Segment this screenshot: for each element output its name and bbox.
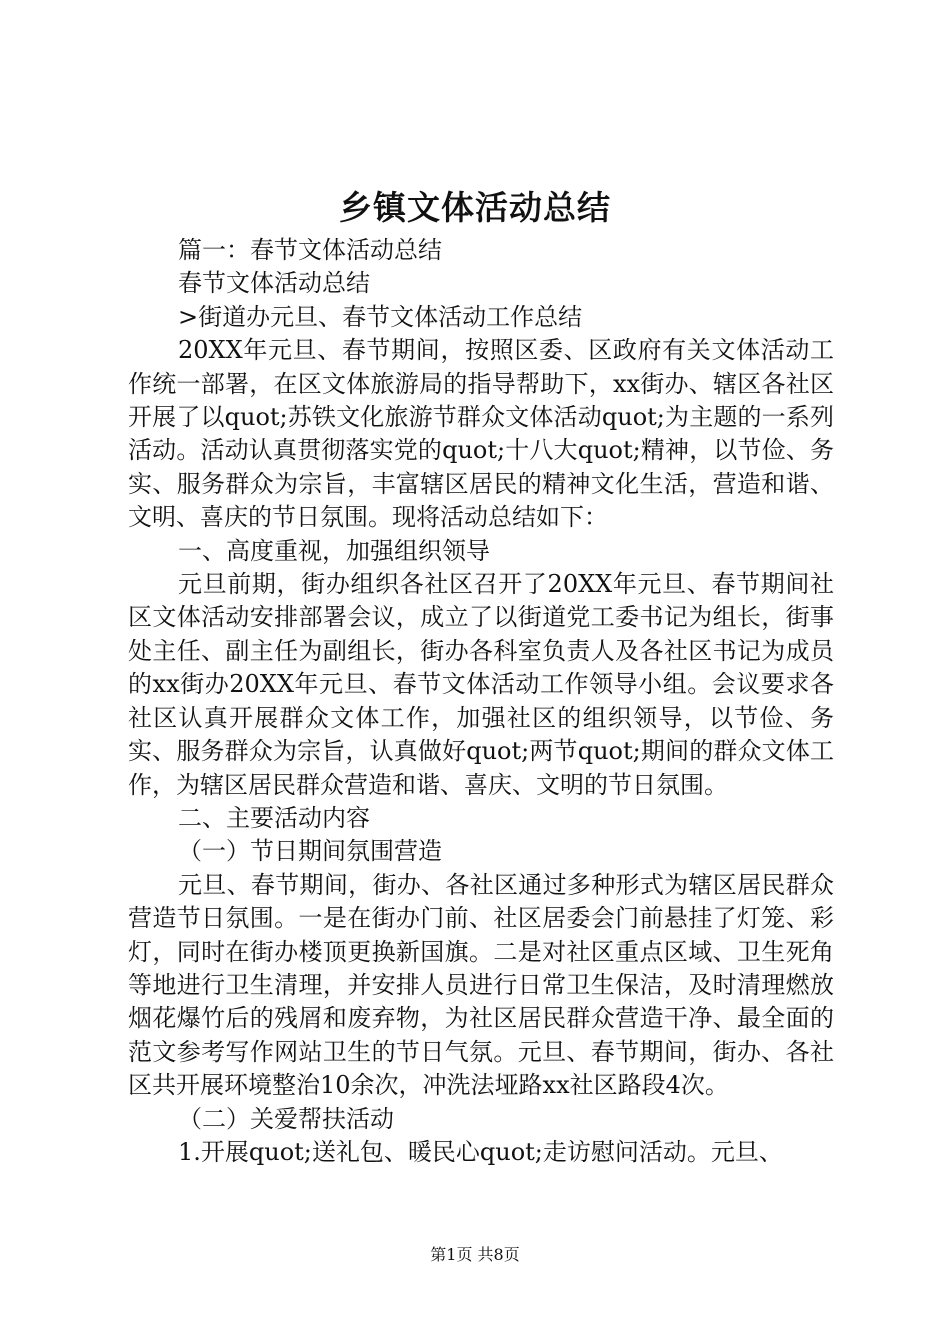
paragraph-intro: 20XX年元旦、春节期间，按照区委、区政府有关文体活动工作统一部署，在区文体旅游局的指导帮助下，xx街办、辖区各社区开展了以quot;苏铁文化旅游节群众文体活动quot;为主题的一系列活动。活动认真贯彻落实党的quot;十八大quot;精神，以节俭、务实、服务群众为宗旨，丰富辖区居民的精神文化生活，营造和谐、文明、喜庆的节日氛围。现将活动总结如下：: [128, 336, 834, 532]
paragraph-report-title: >街道办元旦、春节文体活动工作总结: [178, 302, 583, 331]
paragraph-part-heading: 篇一：春节文体活动总结: [178, 236, 442, 264]
paragraph-section-1: 元旦前期，街办组织各社区召开了20XX年元旦、春节期间社区文体活动安排部署会议，成立了以街道党工委书记为组长，街事处主任、副主任为副组长，街办各科室负责人及各社区书记为成员的xx街办20XX年元旦、春节文体活动工作领导小组。会议要求各社区认真开展群众文体工作，加强社区的组织领导，以节俭、务实、服务群众为宗旨，认真做好quot;两节quot;期间的群众文体工作，为辖区居民群众营造和谐、喜庆、文明的节日氛围。: [128, 570, 834, 799]
paragraph-subtitle: 春节文体活动总结: [178, 269, 370, 298]
section-heading-1: 一、高度重视，加强组织领导: [178, 536, 490, 565]
paragraph-subsection-1: 元旦、春节期间，街办、各社区通过多种形式为辖区居民群众营造节日氛围。一是在街办门前、社区居委会门前悬挂了灯笼、彩灯，同时在街办楼顶更换新国旗。二是对社区重点区域、卫生死角等地进行卫生清理，并安排人员进行日常卫生保洁，及时清理燃放烟花爆竹后的残屑和废弃物，为社区居民群众营造干净、最全面的范文参考写作网站卫生的节日气氛。元旦、春节期间，街办、各社区共开展环境整治10余次，冲洗法垭路xx社区路段4次。: [128, 870, 834, 1100]
document-body: [128, 234, 834, 1169]
subsection-heading-1: （一）节日期间氛围营造: [178, 837, 442, 866]
document-title: 乡镇文体活动总结: [339, 188, 611, 227]
page-footer: 第1页 共8页: [430, 1245, 520, 1264]
section-heading-2: 二、主要活动内容: [178, 803, 370, 832]
subsection-heading-2: （二）关爱帮扶活动: [178, 1104, 394, 1133]
paragraph-item-1: 1.开展quot;送礼包、暖民心quot;走访慰问活动。元旦、: [178, 1137, 783, 1166]
